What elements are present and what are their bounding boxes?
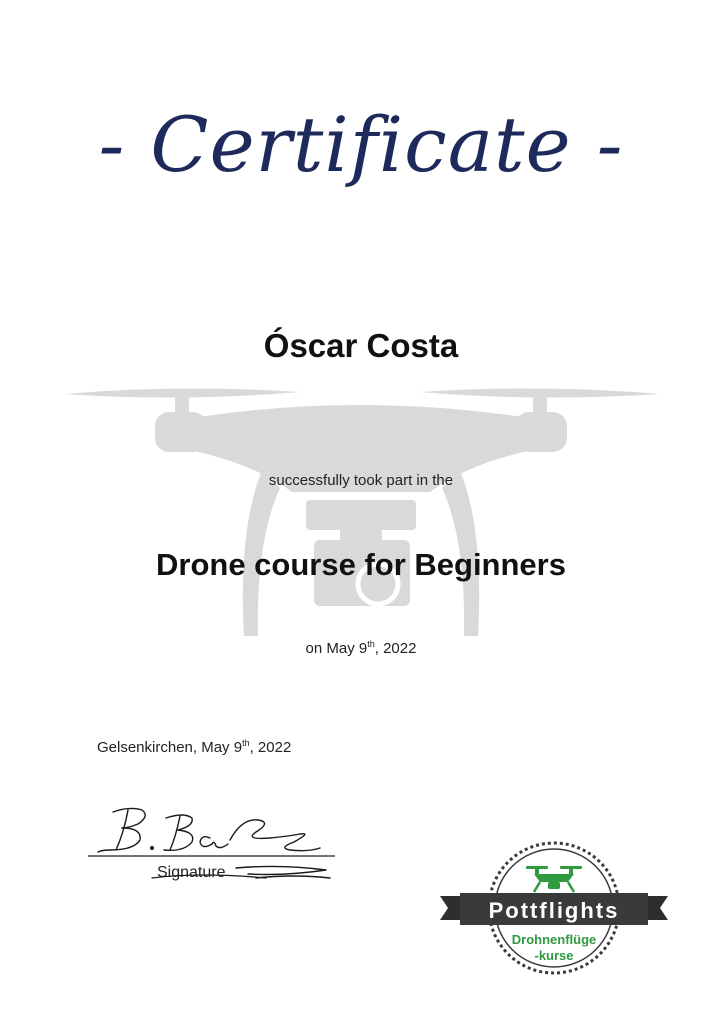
place-date-prefix: Gelsenkirchen, May 9	[97, 739, 243, 756]
logo-subtitle-line1: Drohnenflüge	[511, 932, 597, 947]
signature-label: Signature	[157, 864, 226, 881]
logo-subtitle-line2: -kurse	[534, 948, 574, 963]
course-date-prefix: on May 9	[305, 640, 368, 657]
pottflights-logo	[438, 838, 670, 976]
course-date-rest: , 2022	[374, 640, 417, 657]
place-and-date	[97, 739, 291, 756]
signature-strike-stroke	[150, 866, 270, 886]
course-date	[0, 640, 722, 657]
course-date-suffix: th	[367, 639, 375, 649]
course-name: Drone course for Beginners	[156, 547, 566, 582]
logo-brand-text: Pottflights	[488, 898, 620, 923]
place-date-suffix: th	[242, 738, 250, 748]
place-date-rest: , 2022	[249, 739, 292, 756]
certificate-title: - Certificate -	[98, 100, 624, 189]
recipient-name: Óscar Costa	[263, 327, 459, 364]
took-part-text: successfully took part in the	[268, 472, 454, 489]
